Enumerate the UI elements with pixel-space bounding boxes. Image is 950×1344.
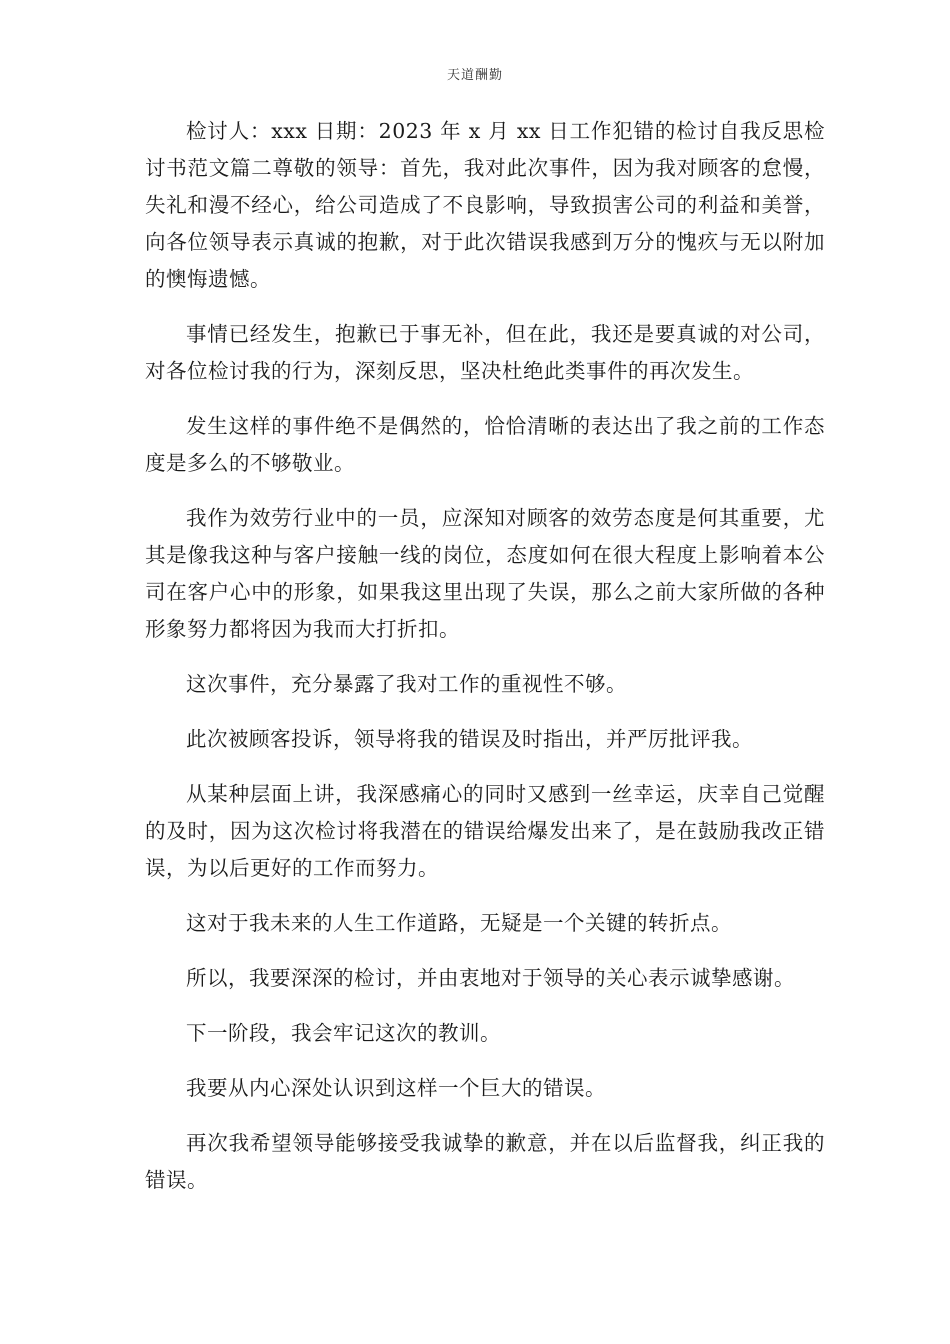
paragraph: 此次被顾客投诉，领导将我的错误及时指出，并严厉批评我。 xyxy=(186,727,753,751)
paragraph: 事情已经发生，抱歉已于事无补，但在此，我还是要真诚的对公司，对各位检讨我的行为，深刻反思，坚决杜绝此类事件的再次发生。 xyxy=(145,322,825,383)
paragraph: 我作为效劳行业中的一员，应深知对顾客的效劳态度是何其重要，尤其是像我这种与客户接触一线的岗位，态度如何在很大程度上影响着本公司在客户心中的形象，如果我这里出现了失误，那么之前大家所做的各种形象努力都将因为我而大打折扣。 xyxy=(145,506,825,641)
document-body xyxy=(145,113,825,1217)
paragraph: 所以，我要深深的检讨，并由衷地对于领导的关心表示诚挚感谢。 xyxy=(186,966,795,990)
paragraph: 再次我希望领导能够接受我诚挚的歉意，并在以后监督我，纠正我的错误。 xyxy=(145,1131,825,1192)
paragraph: 我要从内心深处认识到这样一个巨大的错误。 xyxy=(186,1076,606,1100)
paragraph: 检讨人：xxx 日期：2023 年 x 月 xx 日工作犯错的检讨自我反思检讨书范文篇二尊敬的领导：首先，我对此次事件，因为我对顾客的怠慢，失礼和漫不经心，给公司造成了不良影响，导致损害公司的利益和美誉，向各位领导表示真诚的抱歉，对于此次错误我感到万分的愧疚与无以附加的懊悔遗憾。 xyxy=(145,119,825,291)
paragraph: 这次事件，充分暴露了我对工作的重视性不够。 xyxy=(186,672,627,696)
paragraph: 发生这样的事件绝不是偶然的，恰恰清晰的表达出了我之前的工作态度是多么的不够敬业。 xyxy=(145,414,825,475)
paragraph: 这对于我未来的人生工作道路，无疑是一个关键的转折点。 xyxy=(186,911,732,935)
page-header: 天道酬勤 xyxy=(446,68,503,83)
paragraph: 下一阶段，我会牢记这次的教训。 xyxy=(186,1021,501,1045)
paragraph: 从某种层面上讲，我深感痛心的同时又感到一丝幸运，庆幸自己觉醒的及时，因为这次检讨将我潜在的错误给爆发出来了，是在鼓励我改正错误，为以后更好的工作而努力。 xyxy=(145,782,825,880)
